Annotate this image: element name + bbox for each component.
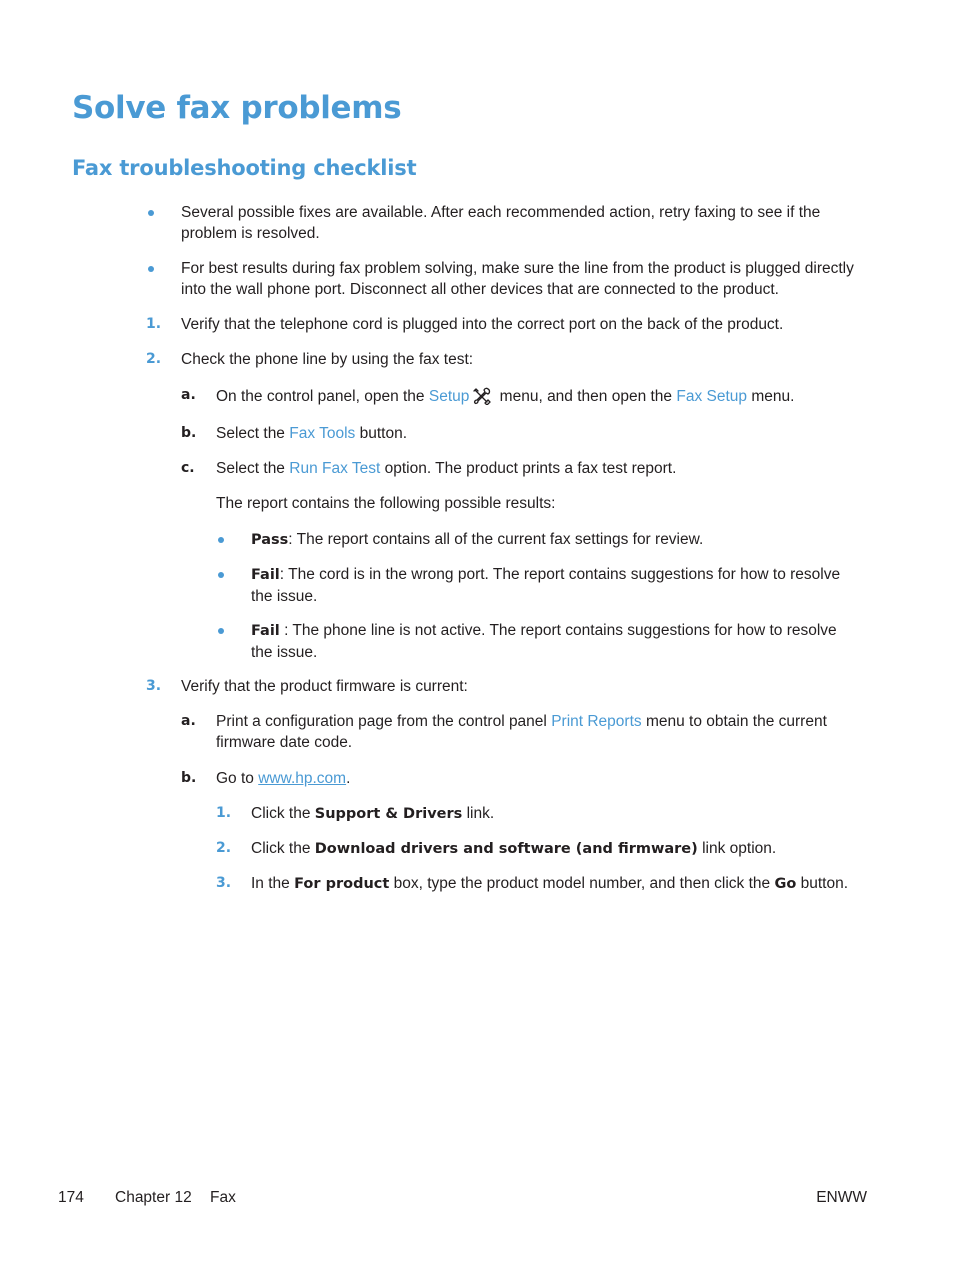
result-item <box>251 620 837 663</box>
footer-section: Fax <box>210 1189 236 1206</box>
menu-name-print-reports: Print Reports <box>551 713 642 730</box>
text-run: button. <box>796 875 849 892</box>
sub-step-text <box>251 873 848 895</box>
text-run: Select the <box>216 460 290 477</box>
text-run: menu, and then open the <box>495 388 677 405</box>
result-label: Fail <box>251 623 280 639</box>
bullet-marker <box>218 537 224 543</box>
sub-step-text <box>251 803 494 825</box>
text-run: Click the <box>251 805 315 822</box>
sub-step-text <box>251 838 776 860</box>
substep-text <box>216 711 827 753</box>
bullet-line: For best results during fax problem solving, make sure the line from the product is plugged directly <box>181 260 854 277</box>
result-item <box>251 529 703 551</box>
text-run: Click the <box>251 840 315 857</box>
text-run: In the <box>251 875 295 892</box>
button-name-fax-tools: Fax Tools <box>289 425 356 442</box>
text-run: option. The product prints a fax test report. <box>380 460 677 477</box>
text-run: . <box>346 770 351 787</box>
bullet-marker <box>148 210 154 216</box>
section-title: Fax troubleshooting checklist <box>72 156 417 180</box>
page-title: Solve fax problems <box>72 90 402 126</box>
sub-step-number: 1. <box>216 805 232 821</box>
step-text: Verify that the product firmware is current: <box>181 678 468 695</box>
text-run: Go to <box>216 770 259 787</box>
hp-website-link[interactable]: www.hp.com <box>258 770 347 787</box>
text-run: Select the <box>216 425 290 442</box>
result-label: Fail <box>251 567 280 583</box>
step-number: 3. <box>146 678 162 694</box>
bold-term: For product <box>294 876 390 892</box>
page-number: 174 <box>58 1189 84 1206</box>
wrench-screwdriver-icon <box>472 387 492 405</box>
result-text: the issue. <box>251 588 318 605</box>
substep-text <box>216 768 350 789</box>
result-text: the issue. <box>251 644 318 661</box>
footer-chapter: Chapter 12 <box>115 1189 192 1206</box>
text-run: menu. <box>747 388 795 405</box>
step-text: Check the phone line by using the fax test: <box>181 351 474 368</box>
substep-text <box>216 423 407 444</box>
bold-term: Support & Drivers <box>314 806 463 822</box>
bullet-marker <box>218 572 224 578</box>
result-label: Pass <box>251 532 289 548</box>
text-run: box, type the product model number, and then click the <box>389 875 775 892</box>
result-item <box>251 564 840 607</box>
text-run: link option. <box>697 840 777 857</box>
text-run: On the control panel, open the <box>216 388 429 405</box>
result-text: : The cord is in the wrong port. The report contains suggestions for how to resolve <box>279 566 841 583</box>
bullet-item <box>181 202 820 244</box>
step-number: 1. <box>146 316 162 332</box>
text-run: menu to obtain the current <box>641 713 827 730</box>
bullet-marker <box>218 628 224 634</box>
bullet-line: into the wall phone port. Disconnect all other devices that are connected to the product. <box>181 281 779 298</box>
sub-step-number: 2. <box>216 840 232 856</box>
option-name-run-fax-test: Run Fax Test <box>289 460 381 477</box>
menu-name-fax-setup: Fax Setup <box>676 388 748 405</box>
bold-term: Download drivers and software (and firmware) <box>314 841 698 857</box>
sub-step-number: 3. <box>216 875 232 891</box>
substep-letter: c. <box>181 460 195 476</box>
footer-enww: ENWW <box>816 1189 867 1206</box>
bullet-line: Several possible fixes are available. After each recommended action, retry faxing to see if the <box>181 204 821 221</box>
substep-text <box>216 458 676 479</box>
bold-term: Go <box>774 876 797 892</box>
menu-name-setup: Setup <box>428 388 470 405</box>
result-text: : The phone line is not active. The report contains suggestions for how to resolve <box>279 622 837 639</box>
step-text: Verify that the telephone cord is plugged into the correct port on the back of the product. <box>181 316 784 333</box>
substep-letter: a. <box>181 387 196 403</box>
substep-text <box>216 386 794 407</box>
report-intro: The report contains the following possible results: <box>216 495 556 512</box>
result-text: : The report contains all of the current fax settings for review. <box>288 531 704 548</box>
text-run: link. <box>462 805 495 822</box>
text-run: firmware date code. <box>216 734 353 751</box>
substep-letter: b. <box>181 425 197 441</box>
bullet-marker <box>148 266 154 272</box>
substep-letter: b. <box>181 770 197 786</box>
bullet-line: problem is resolved. <box>181 225 320 242</box>
step-number: 2. <box>146 351 162 367</box>
text-run: button. <box>355 425 408 442</box>
bullet-item <box>181 258 854 300</box>
substep-letter: a. <box>181 713 196 729</box>
text-run: Print a configuration page from the control panel <box>216 713 552 730</box>
